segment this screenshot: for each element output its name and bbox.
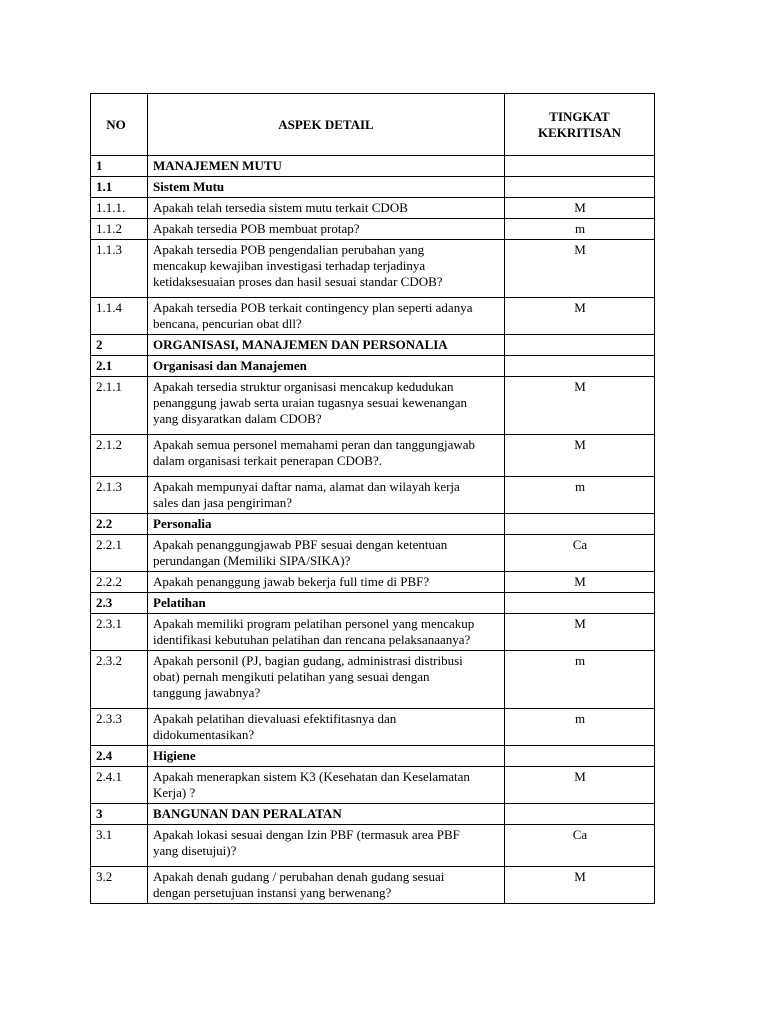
cell-aspek-detail: [148, 435, 505, 477]
cell-no: 1: [91, 156, 148, 177]
cell-tingkat-kekritisan: M: [505, 572, 655, 593]
cell-aspek-detail: Sistem Mutu: [148, 177, 505, 198]
table-row: [91, 709, 655, 746]
cell-aspek-detail: [148, 825, 505, 867]
table-row: [91, 651, 655, 709]
cell-tingkat-kekritisan: [505, 335, 655, 356]
cell-aspek-detail: [148, 709, 505, 746]
cell-no: 2.3: [91, 593, 148, 614]
aspek-line: yang disetujui)?: [153, 843, 237, 858]
header-aspek-detail: ASPEK DETAIL: [148, 94, 505, 156]
cell-aspek-detail: [148, 767, 505, 804]
aspek-line: Apakah lokasi sesuai dengan Izin PBF (termasuk area PBF: [153, 827, 460, 842]
section-row: [91, 356, 655, 377]
cell-no: 3.1: [91, 825, 148, 867]
cell-tingkat-kekritisan: m: [505, 219, 655, 240]
cell-tingkat-kekritisan: M: [505, 298, 655, 335]
cell-no: 2.1.1: [91, 377, 148, 435]
header-tingkat-kekritisan: [505, 94, 655, 156]
table-row: [91, 435, 655, 477]
cell-aspek-detail: [148, 240, 505, 298]
aspek-line: Apakah pelatihan dievaluasi efektifitasnya dan: [153, 711, 397, 726]
table-body: [91, 156, 655, 904]
section-row: [91, 804, 655, 825]
cell-tingkat-kekritisan: [505, 356, 655, 377]
cell-aspek-detail: [148, 867, 505, 904]
aspek-line: dengan persetujuan instansi yang berwenang?: [153, 885, 392, 900]
cell-tingkat-kekritisan: M: [505, 867, 655, 904]
header-no: NO: [91, 94, 148, 156]
table-row: [91, 867, 655, 904]
aspek-line: identifikasi kebutuhan pelatihan dan rencana pelaksanaanya?: [153, 632, 471, 647]
table-row: [91, 377, 655, 435]
cell-tingkat-kekritisan: m: [505, 709, 655, 746]
cell-tingkat-kekritisan: M: [505, 240, 655, 298]
cell-no: 1.1.2: [91, 219, 148, 240]
cell-aspek-detail: Apakah tersedia POB membuat protap?: [148, 219, 505, 240]
table-row: [91, 767, 655, 804]
cell-aspek-detail: Personalia: [148, 514, 505, 535]
aspek-line: Apakah penanggungjawab PBF sesuai dengan ketentuan: [153, 537, 448, 552]
cell-no: 2.2: [91, 514, 148, 535]
aspek-line: yang disyaratkan dalam CDOB?: [153, 411, 322, 426]
cell-no: 2.1: [91, 356, 148, 377]
cell-aspek-detail: [148, 651, 505, 709]
cell-tingkat-kekritisan: [505, 593, 655, 614]
aspek-line: Apakah memiliki program pelatihan personel yang mencakup: [153, 616, 475, 631]
section-row: [91, 177, 655, 198]
aspek-line: Apakah denah gudang / perubahan denah gudang sesuai: [153, 869, 445, 884]
cell-aspek-detail: Higiene: [148, 746, 505, 767]
cell-no: 1.1.3: [91, 240, 148, 298]
aspek-line: ketidaksesuaian proses dan hasil sesuai standar CDOB?: [153, 274, 443, 289]
cell-aspek-detail: Organisasi dan Manajemen: [148, 356, 505, 377]
cell-no: 2.2.1: [91, 535, 148, 572]
cell-no: 2: [91, 335, 148, 356]
aspek-line: dalam organisasi terkait penerapan CDOB?.: [153, 453, 382, 468]
section-row: [91, 514, 655, 535]
cell-tingkat-kekritisan: [505, 804, 655, 825]
aspek-line: obat) pernah mengikuti pelatihan yang sesuai dengan: [153, 669, 430, 684]
cell-tingkat-kekritisan: [505, 746, 655, 767]
table-row: [91, 298, 655, 335]
cell-no: 1.1: [91, 177, 148, 198]
cell-aspek-detail: [148, 298, 505, 335]
aspek-line: sales dan jasa pengiriman?: [153, 495, 292, 510]
aspek-line: perundangan (Memiliki SIPA/SIKA)?: [153, 553, 351, 568]
cell-no: 1.1.4: [91, 298, 148, 335]
cell-tingkat-kekritisan: m: [505, 477, 655, 514]
section-row: [91, 335, 655, 356]
cell-no: 1.1.1.: [91, 198, 148, 219]
table-row: [91, 477, 655, 514]
cell-tingkat-kekritisan: [505, 514, 655, 535]
cell-no: 3.2: [91, 867, 148, 904]
aspek-line: Apakah personil (PJ, bagian gudang, administrasi distribusi: [153, 653, 463, 668]
cell-tingkat-kekritisan: M: [505, 435, 655, 477]
cell-no: 2.1.3: [91, 477, 148, 514]
cell-no: 3: [91, 804, 148, 825]
cell-tingkat-kekritisan: [505, 156, 655, 177]
cell-tingkat-kekritisan: M: [505, 198, 655, 219]
cell-no: 2.3.3: [91, 709, 148, 746]
cell-aspek-detail: BANGUNAN DAN PERALATAN: [148, 804, 505, 825]
aspek-line: Apakah tersedia POB pengendalian perubahan yang: [153, 242, 425, 257]
aspek-line: Apakah menerapkan sistem K3 (Kesehatan dan Keselamatan: [153, 769, 470, 784]
cell-no: 2.3.1: [91, 614, 148, 651]
cell-aspek-detail: Apakah telah tersedia sistem mutu terkait CDOB: [148, 198, 505, 219]
cell-tingkat-kekritisan: Ca: [505, 535, 655, 572]
cell-aspek-detail: [148, 477, 505, 514]
aspek-line: Apakah semua personel memahami peran dan tanggungjawab: [153, 437, 475, 452]
cell-no: 2.4.1: [91, 767, 148, 804]
table-header-row: [91, 94, 655, 156]
cell-no: 2.1.2: [91, 435, 148, 477]
table-row: [91, 219, 655, 240]
cell-no: 2.2.2: [91, 572, 148, 593]
cell-tingkat-kekritisan: M: [505, 377, 655, 435]
aspek-line: Apakah tersedia POB terkait contingency plan seperti adanya: [153, 300, 473, 315]
table-row: [91, 614, 655, 651]
cell-aspek-detail: Apakah penanggung jawab bekerja full time di PBF?: [148, 572, 505, 593]
aspek-line: Kerja) ?: [153, 785, 196, 800]
cell-tingkat-kekritisan: m: [505, 651, 655, 709]
section-row: [91, 156, 655, 177]
aspek-line: penanggung jawab serta uraian tugasnya sesuai kewenangan: [153, 395, 468, 410]
cell-aspek-detail: [148, 377, 505, 435]
cell-tingkat-kekritisan: Ca: [505, 825, 655, 867]
table-row: [91, 535, 655, 572]
cell-tingkat-kekritisan: [505, 177, 655, 198]
cell-tingkat-kekritisan: M: [505, 614, 655, 651]
table-row: [91, 825, 655, 867]
cell-aspek-detail: [148, 535, 505, 572]
cell-aspek-detail: [148, 614, 505, 651]
cell-aspek-detail: Pelatihan: [148, 593, 505, 614]
aspek-line: didokumentasikan?: [153, 727, 255, 742]
checklist-table: [90, 93, 655, 904]
section-row: [91, 746, 655, 767]
table-row: [91, 572, 655, 593]
aspek-line: mencakup kewajiban investigasi terhadap terjadinya: [153, 258, 426, 273]
cell-aspek-detail: ORGANISASI, MANAJEMEN DAN PERSONALIA: [148, 335, 505, 356]
section-row: [91, 593, 655, 614]
cell-aspek-detail: MANAJEMEN MUTU: [148, 156, 505, 177]
cell-no: 2.3.2: [91, 651, 148, 709]
table-row: [91, 198, 655, 219]
header-tingkat-line2: KEKRITISAN: [537, 124, 622, 140]
cell-tingkat-kekritisan: M: [505, 767, 655, 804]
aspek-line: bencana, pencurian obat dll?: [153, 316, 302, 331]
table-row: [91, 240, 655, 298]
aspek-line: Apakah tersedia struktur organisasi mencakup kedudukan: [153, 379, 454, 394]
aspek-line: Apakah mempunyai daftar nama, alamat dan wilayah kerja: [153, 479, 460, 494]
header-tingkat-line1: TINGKAT: [549, 108, 610, 124]
aspek-line: tanggung jawabnya?: [153, 685, 261, 700]
cell-no: 2.4: [91, 746, 148, 767]
